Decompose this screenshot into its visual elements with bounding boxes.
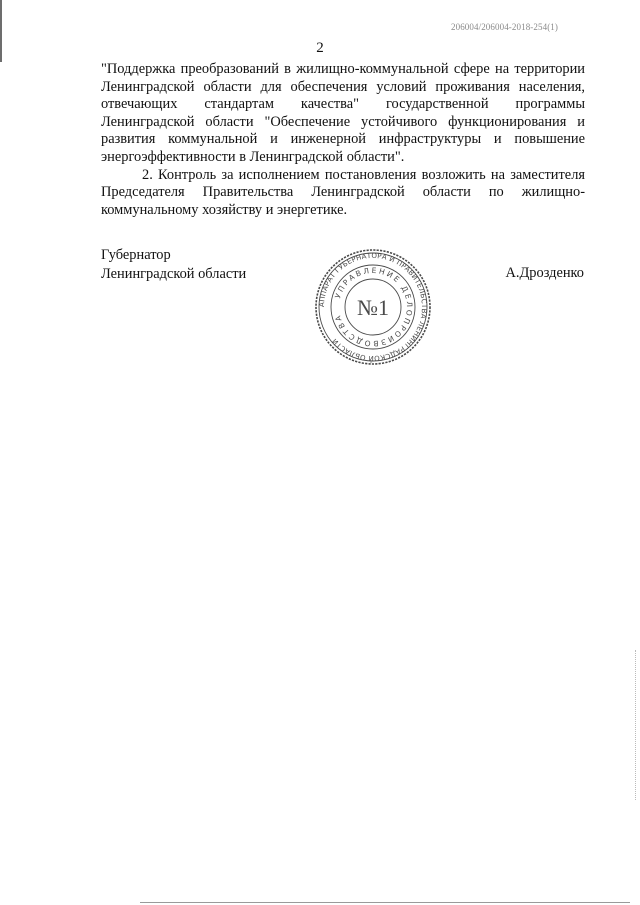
paragraph-1: "Поддержка преобразований в жилищно-коммунальной сфере на территории Ленинградской области для обеспечения условий проживания населения, отвечающих стандартам качества" государственной программы Ленинградской области "Обеспечение устойчивого функционирования и развития коммунальной и инженерной инфраструктуры и повышение энергоэффективности в Ленинградской области". <box>101 61 585 165</box>
official-stamp <box>313 247 433 367</box>
signatory-title-line-1: Губернатор <box>101 247 171 263</box>
stamp-outer-text: АППАРАТ ГУБЕРНАТОРА И ПРАВИТЕЛЬСТВА ЛЕНИНГРАДСКОЙ ОБЛАСТИ <box>317 251 429 363</box>
scan-edge-dots <box>634 650 636 800</box>
signatory-title <box>101 246 246 284</box>
document-id: 206004/206004-2018-254(1) <box>451 22 558 32</box>
stamp-number: №1 <box>357 295 389 320</box>
signatory-title-line-2: Ленинградской области <box>101 266 247 282</box>
signatory-name: А.Дрозденко <box>505 265 584 281</box>
stamp-seal-icon <box>313 247 433 367</box>
document-body <box>101 61 585 219</box>
stamp-inner-text: УПРАВЛЕНИЕ ДЕЛОПРОИЗВОДСТВА <box>332 265 415 349</box>
scan-bottom-line <box>140 902 630 903</box>
page-number: 2 <box>316 40 324 56</box>
paragraph-2: 2. Контроль за исполнением постановления возложить на заместителя Председателя Правительства Ленинградской области по жилищно-коммунальному хозяйству и энергетике. <box>101 166 585 218</box>
